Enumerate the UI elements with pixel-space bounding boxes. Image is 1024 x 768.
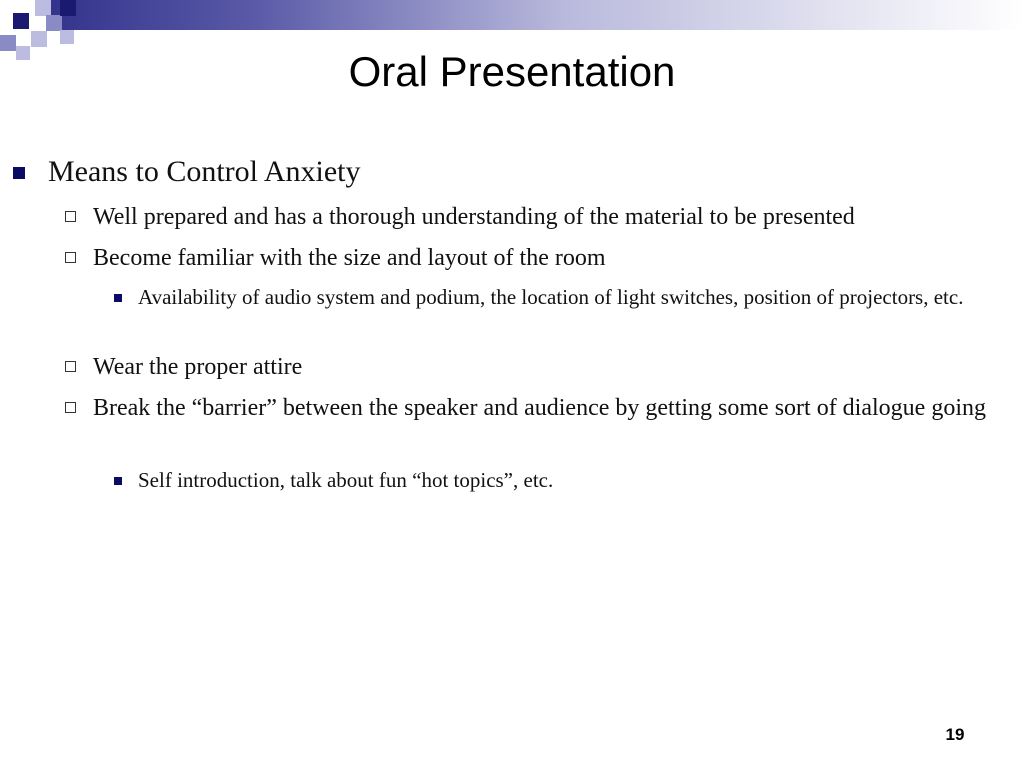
bullet-level2-text: Break the “barrier” between the speaker and audience by getting some sort of dialogue going — [93, 395, 986, 421]
decorative-square — [46, 15, 62, 31]
bullet-level3-text: Self introduction, talk about fun “hot topics”, etc. — [138, 468, 554, 492]
bullet-level2-text: Wear the proper attire — [93, 354, 303, 380]
bullet-level1-text: Means to Control Anxiety — [48, 155, 361, 188]
header-gradient-bar — [0, 0, 1024, 30]
bullet-level2-text: Well prepared and has a thorough understanding of the material to be presented — [93, 204, 855, 230]
bullet-small-square-icon — [114, 294, 122, 302]
page-number: 19 — [945, 725, 965, 744]
decorative-square — [31, 31, 47, 47]
bullet-level2-text: Become familiar with the size and layout of the room — [93, 245, 606, 271]
bullet-hollow-square-icon — [65, 361, 76, 372]
slide-title: Oral Presentation — [348, 48, 676, 95]
decorative-square — [60, 0, 76, 16]
bullet-filled-square-icon — [13, 167, 25, 179]
bullet-small-square-icon — [114, 477, 122, 485]
bullet-level3-text: Availability of audio system and podium, the location of light switches, position of projectors, etc. — [138, 285, 964, 309]
decorative-square — [13, 13, 29, 29]
bullet-hollow-square-icon — [65, 252, 76, 263]
bullet-hollow-square-icon — [65, 211, 76, 222]
decorative-square — [60, 30, 74, 44]
decorative-square — [35, 0, 51, 16]
bullet-hollow-square-icon — [65, 402, 76, 413]
